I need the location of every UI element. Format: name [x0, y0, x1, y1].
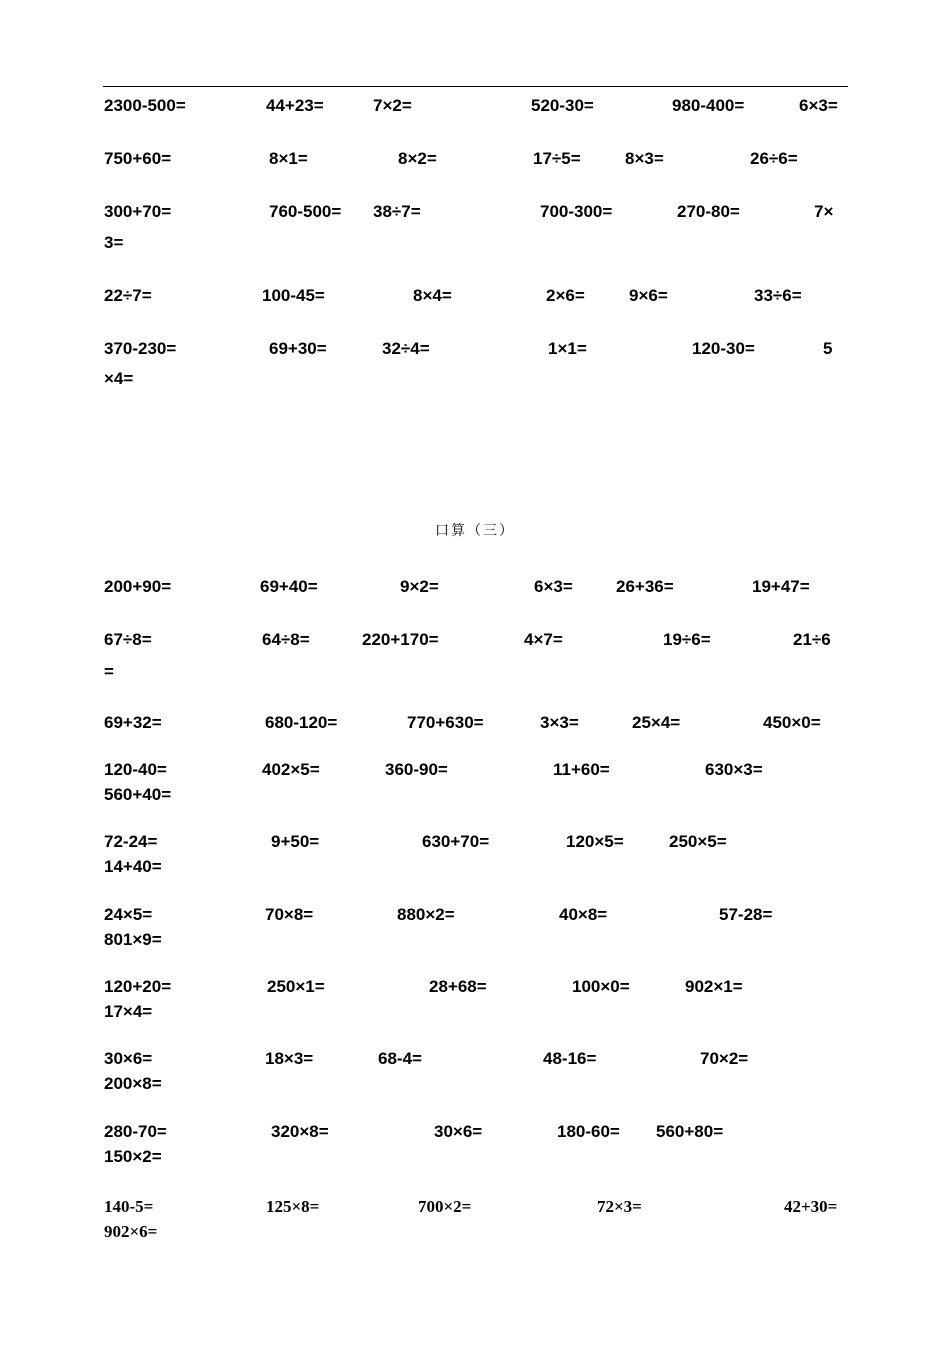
problem: 48-16= — [543, 1049, 597, 1068]
problem: 520-30= — [531, 96, 594, 115]
problem: 24×5= — [104, 905, 153, 924]
problem: 801×9= — [104, 930, 162, 949]
problem: 28+68= — [429, 977, 487, 996]
problem: 2300-500= — [104, 96, 186, 115]
problem: 9×2= — [400, 577, 439, 596]
problem-part: = — [104, 662, 114, 681]
problem: 450×0= — [763, 713, 821, 732]
problem-part: 7× — [814, 202, 834, 221]
problem: 25×4= — [632, 713, 681, 732]
problem: 6×3= — [799, 96, 838, 115]
problem: 44+23= — [266, 96, 324, 115]
problem: 200+90= — [104, 577, 172, 596]
problem-part: ×4= — [104, 369, 134, 388]
problem: 902×6= — [104, 1222, 158, 1241]
problem: 67÷8= — [104, 630, 152, 649]
problem: 3×3= — [540, 713, 579, 732]
problem: 38÷7= — [373, 202, 421, 221]
problem: 220+170= — [362, 630, 439, 649]
problem: 180-60= — [557, 1122, 620, 1141]
problem: 30×6= — [104, 1049, 153, 1068]
problem: 630×3= — [705, 760, 763, 779]
problem: 70×8= — [265, 905, 314, 924]
problem: 360-90= — [385, 760, 448, 779]
problem: 18×3= — [265, 1049, 314, 1068]
problem: 560+80= — [656, 1122, 724, 1141]
problem: 980-400= — [672, 96, 745, 115]
problem: 630+70= — [422, 832, 490, 851]
problem-part: 5 — [823, 339, 833, 358]
problem: 8×3= — [625, 149, 664, 168]
problem: 200×8= — [104, 1074, 162, 1093]
problem: 300+70= — [104, 202, 172, 221]
problem: 72×3= — [597, 1197, 642, 1216]
problem: 33÷6= — [754, 286, 802, 305]
problem: 250×5= — [669, 832, 727, 851]
problem: 8×4= — [413, 286, 452, 305]
problem: 280-70= — [104, 1122, 167, 1141]
problem: 402×5= — [262, 760, 320, 779]
problem: 40×8= — [559, 905, 608, 924]
problem: 140-5= — [104, 1197, 154, 1216]
problem: 69+40= — [260, 577, 318, 596]
problem: 120+20= — [104, 977, 172, 996]
problem: 120-40= — [104, 760, 167, 779]
problem: 120-30= — [692, 339, 755, 358]
problem: 7×2= — [373, 96, 412, 115]
top-rule — [103, 86, 848, 87]
problem: 8×1= — [269, 149, 308, 168]
problem: 150×2= — [104, 1147, 162, 1166]
problem: 320×8= — [271, 1122, 329, 1141]
problem: 100×0= — [572, 977, 630, 996]
problem: 69+32= — [104, 713, 162, 732]
problem: 1×1= — [548, 339, 587, 358]
problem: 250×1= — [267, 977, 325, 996]
section-3-title: 口算（三） — [435, 523, 515, 539]
problem: 68-4= — [378, 1049, 422, 1068]
problem: 72-24= — [104, 832, 158, 851]
problem: 700-300= — [540, 202, 613, 221]
problem: 8×2= — [398, 149, 437, 168]
problem: 14+40= — [104, 857, 162, 876]
problem: 26÷6= — [750, 149, 798, 168]
problem: 270-80= — [677, 202, 740, 221]
problem: 70×2= — [700, 1049, 749, 1068]
problem: 2×6= — [546, 286, 585, 305]
problem: 6×3= — [534, 577, 573, 596]
problem: 100-45= — [262, 286, 325, 305]
problem: 750+60= — [104, 149, 172, 168]
problem: 17×4= — [104, 1002, 153, 1021]
problem: 32÷4= — [382, 339, 430, 358]
problem: 17÷5= — [533, 149, 581, 168]
problem: 42+30= — [784, 1197, 838, 1216]
problem: 770+630= — [407, 713, 484, 732]
problem: 125×8= — [266, 1197, 320, 1216]
problem: 69+30= — [269, 339, 327, 358]
problem: 64÷8= — [262, 630, 310, 649]
problem: 9×6= — [629, 286, 668, 305]
problem: 880×2= — [397, 905, 455, 924]
problem: 9+50= — [271, 832, 320, 851]
problem: 30×6= — [434, 1122, 483, 1141]
problem: 370-230= — [104, 339, 177, 358]
problem: 760-500= — [269, 202, 342, 221]
problem: 4×7= — [524, 630, 563, 649]
problem: 902×1= — [685, 977, 743, 996]
problem: 57-28= — [719, 905, 773, 924]
problem: 120×5= — [566, 832, 624, 851]
problem: 560+40= — [104, 785, 172, 804]
problem: 700×2= — [418, 1197, 472, 1216]
problem: 11+60= — [553, 760, 610, 779]
problem: 680-120= — [265, 713, 338, 732]
problem: 22÷7= — [104, 286, 152, 305]
problem-part: 21÷6 — [793, 630, 831, 649]
problem: 26+36= — [616, 577, 674, 596]
problem: 19+47= — [752, 577, 810, 596]
problem: 19÷6= — [663, 630, 711, 649]
problem-part: 3= — [104, 233, 124, 252]
